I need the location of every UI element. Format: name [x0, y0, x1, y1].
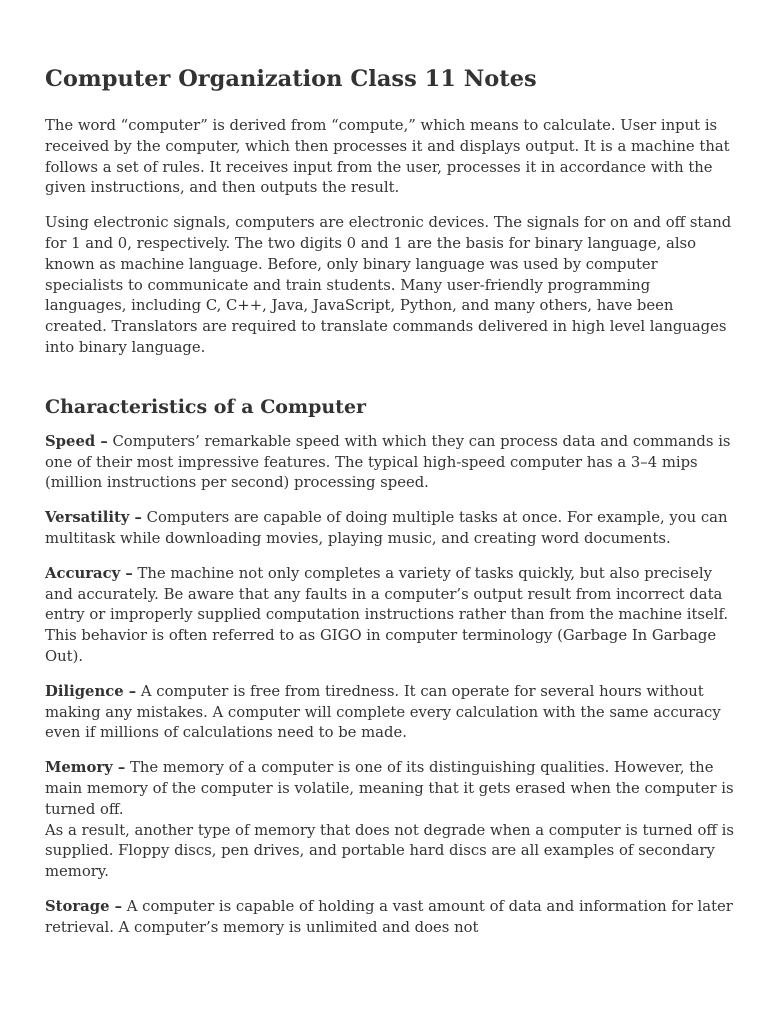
term-label: Speed – [45, 432, 108, 450]
term-description: The memory of a computer is one of its distinguishing qualities. However, the main memory of the computer is volatile, meaning that it gets erased when the computer is turned off. [45, 759, 734, 818]
term-label: Diligence – [45, 682, 137, 700]
intro-paragraph: The word “computer” is derived from “compute,” which means to calculate. User input is received by the computer, which then processes it and displays output. It is a machine that follows a set of rules. It receives input from the user, processes it in accordance with the given instructions, and then outputs the result. [45, 117, 730, 197]
characteristic-speed [45, 432, 735, 494]
section-heading: Characteristics of a Computer [45, 395, 367, 418]
document-page [45, 62, 735, 953]
term-label: Versatility – [45, 509, 142, 527]
characteristic-memory [45, 758, 735, 820]
term-description: The machine not only completes a variety of tasks quickly, but also precisely and accurately. Be aware that any faults in a computer’s output result from incorrect data entry or improperly supplied computation instructions rather than from the machine itself. This behavior is often referred to as GIGO in computer terminology (Garbage In Garbage Out). [45, 564, 729, 665]
page-title: Computer Organization Class 11 Notes [45, 66, 537, 92]
term-description: A computer is free from tiredness. It can operate for several hours without making any mistakes. A computer will complete every calculation with the same accuracy even if millions of calculations need to be made. [45, 682, 721, 742]
term-description: Computers’ remarkable speed with which they can process data and commands is one of their most impressive features. The typical high-speed computer has a 3–4 mips (million instructions per second) processing speed. [45, 432, 731, 492]
term-description: Computers are capable of doing multiple tasks at once. For example, you can multitask while downloading movies, playing music, and creating word documents. [45, 509, 728, 547]
term-label: Accuracy – [45, 564, 133, 582]
characteristic-storage [45, 897, 735, 939]
term-label: Storage – [45, 897, 123, 915]
term-description: A computer is capable of holding a vast amount of data and information for later retrieval. A computer’s memory is unlimited and does not [45, 897, 733, 936]
characteristic-accuracy [45, 564, 735, 668]
intro-paragraph: Using electronic signals, computers are electronic devices. The signals for on and off stand for 1 and 0, respectively. The two digits 0 and 1 are the basis for binary language, also known as machine language. Before, only binary language was used by computer specialists to communicate and train students. Many user-friendly programming languages, including C, C++, Java, JavaScript, Python, and many others, have been created. Translators are required to translate commands delivered in high level languages into binary language. [45, 214, 732, 356]
term-label: Memory – [45, 759, 126, 777]
characteristic-versatility [45, 508, 735, 550]
memory-continuation: As a result, another type of memory that does not degrade when a computer is turned off is supplied. Floppy discs, pen drives, and portable hard discs are all examples of secondary memory. [45, 821, 734, 881]
characteristic-diligence [45, 682, 735, 744]
